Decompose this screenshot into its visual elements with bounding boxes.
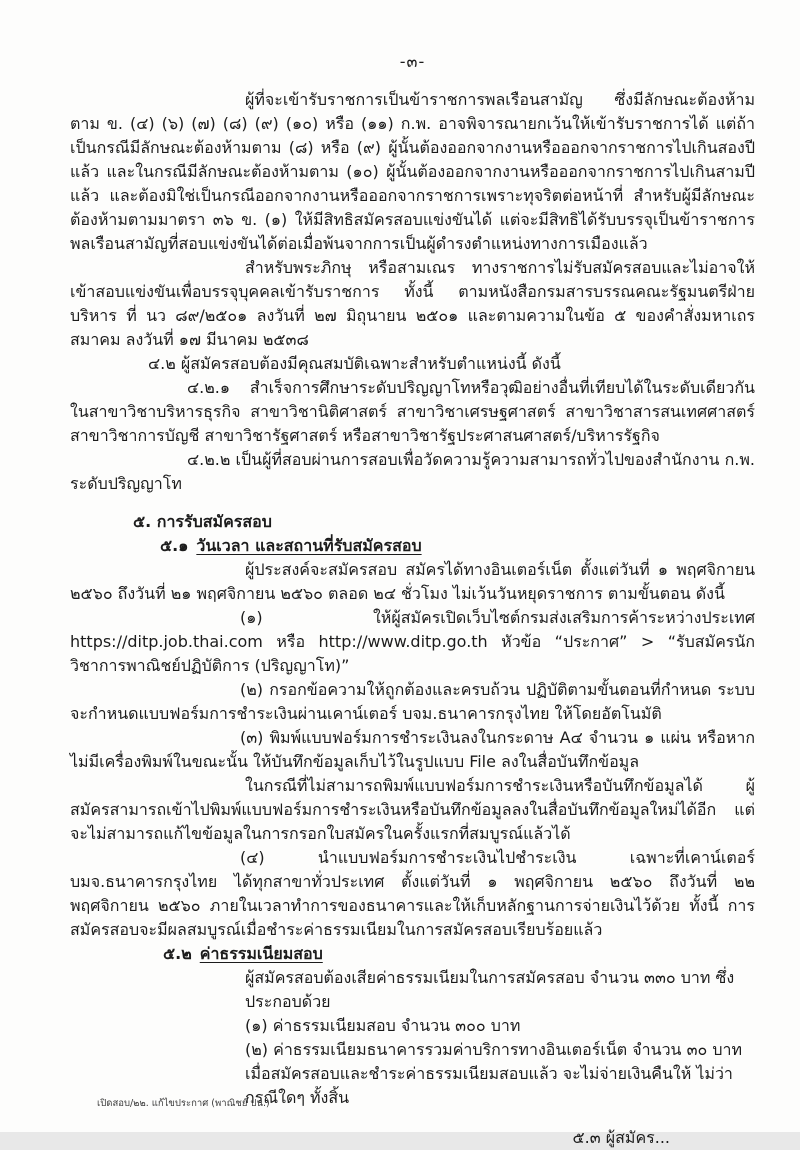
section-5-1-number: ๕.๑ — [160, 536, 189, 555]
para-fee-intro: ผู้สมัครสอบต้องเสียค่าธรรมเนียมในการสมัครสอบ จำนวน ๓๓๐ บาท ซึ่งประกอบด้วย — [245, 968, 735, 1011]
para-monks: สำหรับพระภิกษุ หรือสามเณร ทางราชการไม่รับสมัครสอบและไม่อาจให้เข้าสอบแข่งขันเพื่อบรรจุบุคคลเข้ารับราชการ ทั้งนี้ ตามหนังสือกรมสารบรรณคณะรัฐมนตรีฝ่ายบริหาร ที่ นว ๘๙/๒๕๐๑ ลงวันที่ ๒๗ มิถุนายน ๒๕๐๑ และตามความในข้อ ๕ ของคำสั่งมหาเถรสมาคม ลงวันที่ ๑๗ มีนาคม ๒๕๓๘ — [70, 258, 755, 349]
para-exemption: ผู้ที่จะเข้ารับราชการเป็นข้าราชการพลเรือนสามัญ ซึ่งมีลักษณะต้องห้ามตาม ข. (๔) (๖) (๗) (๘) (๙) (๑๐) หรือ (๑๑) ก.พ. อาจพิจารณายกเว้นให้เข้ารับราชการได้ แต่ถ้าเป็นกรณีมีลักษณะต้องห้ามตาม (๘) หรือ (๙) ผู้นั้นต้องออกจากงานหรือออกจากราชการไปเกินสองปีแล้ว และในกรณีมีลักษณะต้องห้ามตาม (๑๐) ผู้นั้นต้องออกจากงานหรือออกจากราชการไปเกินสามปีแล้ว และต้องมิใช่เป็นกรณีออกจากงานหรือออกจากราชการเพราะทุจริตต่อหน้าที่ สำหรับผู้มีลักษณะต้องห้ามตามมาตรา ๓๖ ข. (๑) ให้มีสิทธิสมัครสอบแข่งขันได้ แต่จะมีสิทธิได้รับบรรจุเป็นข้าราชการพลเรือนสามัญที่สอบแข่งขันได้ต่อเมื่อพ้นจากการเป็นผู้ดำรงตำแหน่งทางการเมืองแล้ว — [70, 90, 755, 253]
section-5-2-heading — [163, 942, 755, 966]
step-3: (๓) พิมพ์แบบฟอร์มการชำระเงินลงในกระดาษ A๔ จำนวน ๑ แผ่น หรือหากไม่มีเครื่องพิมพ์ในขณะนั้น ให้บันทึกข้อมูลเก็บไว้ในรูปแบบ File ลงในสื่อบันทึกข้อมูล — [70, 728, 755, 771]
step-2: (๒) กรอกข้อความให้ถูกต้องและครบถ้วน ปฏิบัติตามขั้นตอนที่กำหนด ระบบจะกำหนดแบบฟอร์มการชำระเงินผ่านเคาน์เตอร์ บจม.ธนาคารกรุงไทย ให้โดยอัตโนมัติ — [70, 680, 755, 723]
continuation-note: ๕.๓ ผู้สมัคร... — [572, 1128, 670, 1147]
step-4: (๔) นำแบบฟอร์มการชำระเงินไปชำระเงิน เฉพาะที่เคาน์เตอร์ บมจ.ธนาคารกรุงไทย ได้ทุกสาขาทั่วประเทศ ตั้งแต่วันที่ ๑ พฤศจิกายน ๒๕๖๐ ถึงวันที่ ๒๒ พฤศจิกายน ๒๕๖๐ ภายในเวลาทำการของธนาคารและให้เก็บหลักฐานการจ่ายเงินไว้ด้วย ทั้งนี้ การสมัครสอบจะมีผลสมบูรณ์เมื่อชำระค่าธรรมเนียมในการสมัครสอบเรียบร้อยแล้ว — [70, 848, 756, 939]
para-reprint: ในกรณีที่ไม่สามารถพิมพ์แบบฟอร์มการชำระเงินหรือบันทึกข้อมูลได้ ผู้สมัครสามารถเข้าไปพิมพ์แบบฟอร์มการชำระเงินหรือบันทึกข้อมูลลงในสื่อบันทึกข้อมูลใหม่ได้อีก แต่จะไม่สามารถแก้ไขข้อมูลในการกรอกใบสมัครในครั้งแรกที่สมบูรณ์แล้วได้ — [70, 776, 755, 843]
section-5-2-number: ๕.๒ — [163, 944, 192, 963]
para-apply-intro: ผู้ประสงค์จะสมัครสอบ สมัครได้ทางอินเตอร์เน็ต ตั้งแต่วันที่ ๑ พฤศจิกายน ๒๕๖๐ ถึงวันที่ ๒๑ พฤศจิกายน ๒๕๖๐ ตลอด ๒๔ ชั่วโมง ไม่เว้นวันหยุดราชการ ตามขั้นตอน ดังนี้ — [70, 560, 755, 603]
section-5-heading: ๕. การรับสมัครสอบ — [133, 512, 272, 531]
page-number: -๓- — [399, 52, 426, 71]
clause-4-2-2: ๔.๒.๒ เป็นผู้ที่สอบผ่านการสอบเพื่อวัดความรู้ความสามารถทั่วไปของสำนักงาน ก.พ. ระดับปริญญาโท — [70, 450, 755, 493]
step-1: (๑) ให้ผู้สมัครเปิดเว็บไซต์กรมส่งเสริมการค้าระหว่างประเทศ https://ditp.job.thai.com หรือ http://www.ditp.go.th หัวข้อ “ประกาศ” > “รับสมัครนักวิชาการพาณิชย์ปฏิบัติการ (ปริญญาโท)” — [70, 608, 755, 675]
para-no-refund: เมื่อสมัครสอบและชำระค่าธรรมเนียมสอบแล้ว จะไม่จ่ายเงินคืนให้ ไม่ว่ากรณีใดๆ ทั้งสิ้น — [245, 1064, 733, 1107]
fee-item-1: (๑) ค่าธรรมเนียมสอบ จำนวน ๓๐๐ บาท — [245, 1016, 521, 1035]
section-5-2-title: ค่าธรรมเนียมสอบ — [199, 944, 323, 963]
section-5-1-heading — [160, 534, 755, 558]
footer-note: เปิดสอบ/๒๒. แก้ไขประกาศ (พาณิชย์ ปน.) — [97, 1098, 270, 1109]
clause-4-2-1: ๔.๒.๑ สำเร็จการศึกษาระดับปริญญาโทหรือวุฒิอย่างอื่นที่เทียบได้ในระดับเดียวกัน ในสาขาวิชาบริหารธุรกิจ สาขาวิชานิติศาสตร์ สาขาวิชาเศรษฐศาสตร์ สาขาวิชาสารสนเทศศาสตร์ สาขาวิชาการบัญชี สาขาวิชารัฐศาสตร์ หรือสาขาวิชารัฐประศาสนศาสตร์/บริหารรัฐกิจ — [70, 378, 755, 445]
fee-item-2: (๒) ค่าธรรมเนียมธนาคารรวมค่าบริการทางอินเตอร์เน็ต จำนวน ๓๐ บาท — [245, 1040, 743, 1059]
clause-4-2: ๔.๒ ผู้สมัครสอบต้องมีคุณสมบัติเฉพาะสำหรับตำแหน่งนี้ ดังนี้ — [148, 354, 561, 373]
section-5-1-title: วันเวลา และสถานที่รับสมัครสอบ — [196, 536, 422, 555]
